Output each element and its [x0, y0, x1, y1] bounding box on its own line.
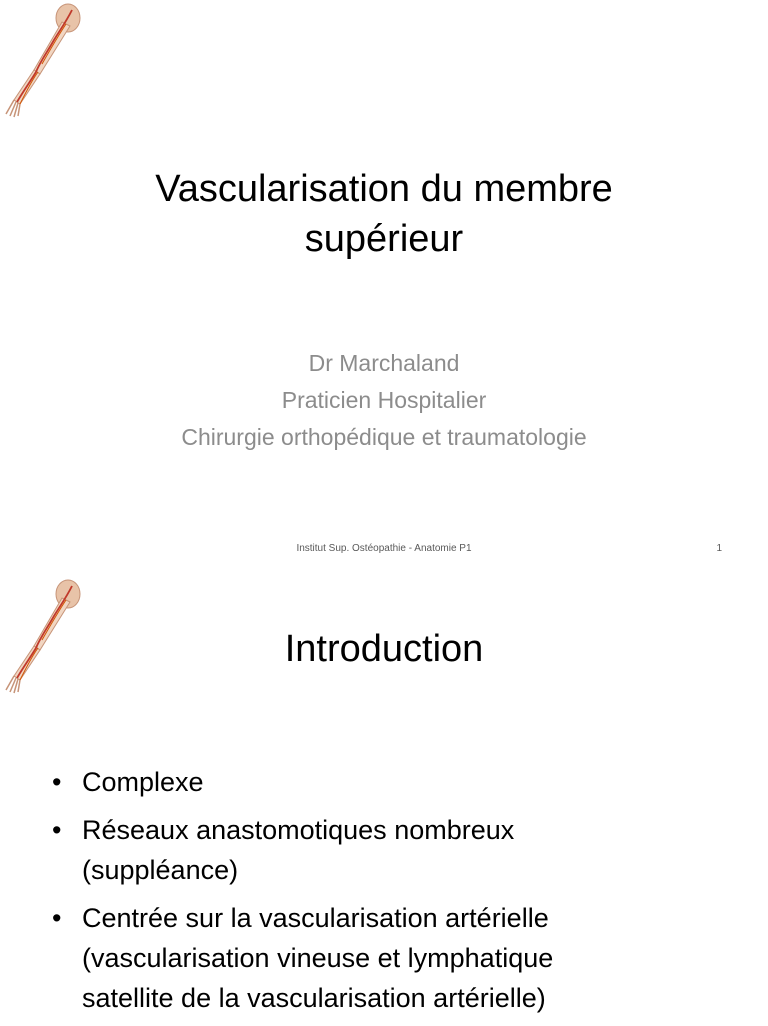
bullet-text: Complexe: [82, 767, 204, 797]
author-name: Dr Marchaland: [308, 350, 460, 376]
slide-subtitle: [0, 345, 768, 456]
bullet-item: [52, 810, 752, 890]
bullet-text: (suppléance): [82, 855, 239, 885]
bullet-text: satellite de la vascularisation artérielle): [82, 983, 546, 1013]
slide-title-line-1: Vascularisation du membre: [155, 168, 613, 210]
slide-title: Introduction: [284, 628, 484, 670]
bullet-icon: •: [52, 815, 62, 845]
arm-vascular-illustration-icon: [0, 0, 90, 118]
bullet-text: (vascularisation vineuse et lymphatique: [82, 943, 554, 973]
bullet-icon: •: [52, 767, 62, 797]
bullet-item: [52, 762, 752, 802]
bullet-list: [52, 762, 752, 1026]
bullet-text: Réseaux anastomotiques nombreux: [82, 815, 515, 845]
bullet-icon: •: [52, 903, 62, 933]
bullet-item: [52, 898, 752, 1018]
page-number: 1: [716, 543, 722, 554]
slide-2: [0, 576, 768, 1024]
author-department: Chirurgie orthopédique et traumatologie: [181, 424, 587, 450]
footer-text: Institut Sup. Ostéopathie - Anatomie P1: [296, 543, 472, 554]
bullet-text: Centrée sur la vascularisation artérielle: [82, 903, 549, 933]
slide-title-line-2: supérieur: [304, 218, 464, 260]
author-role: Praticien Hospitalier: [281, 387, 487, 413]
slide-title: [0, 164, 768, 264]
